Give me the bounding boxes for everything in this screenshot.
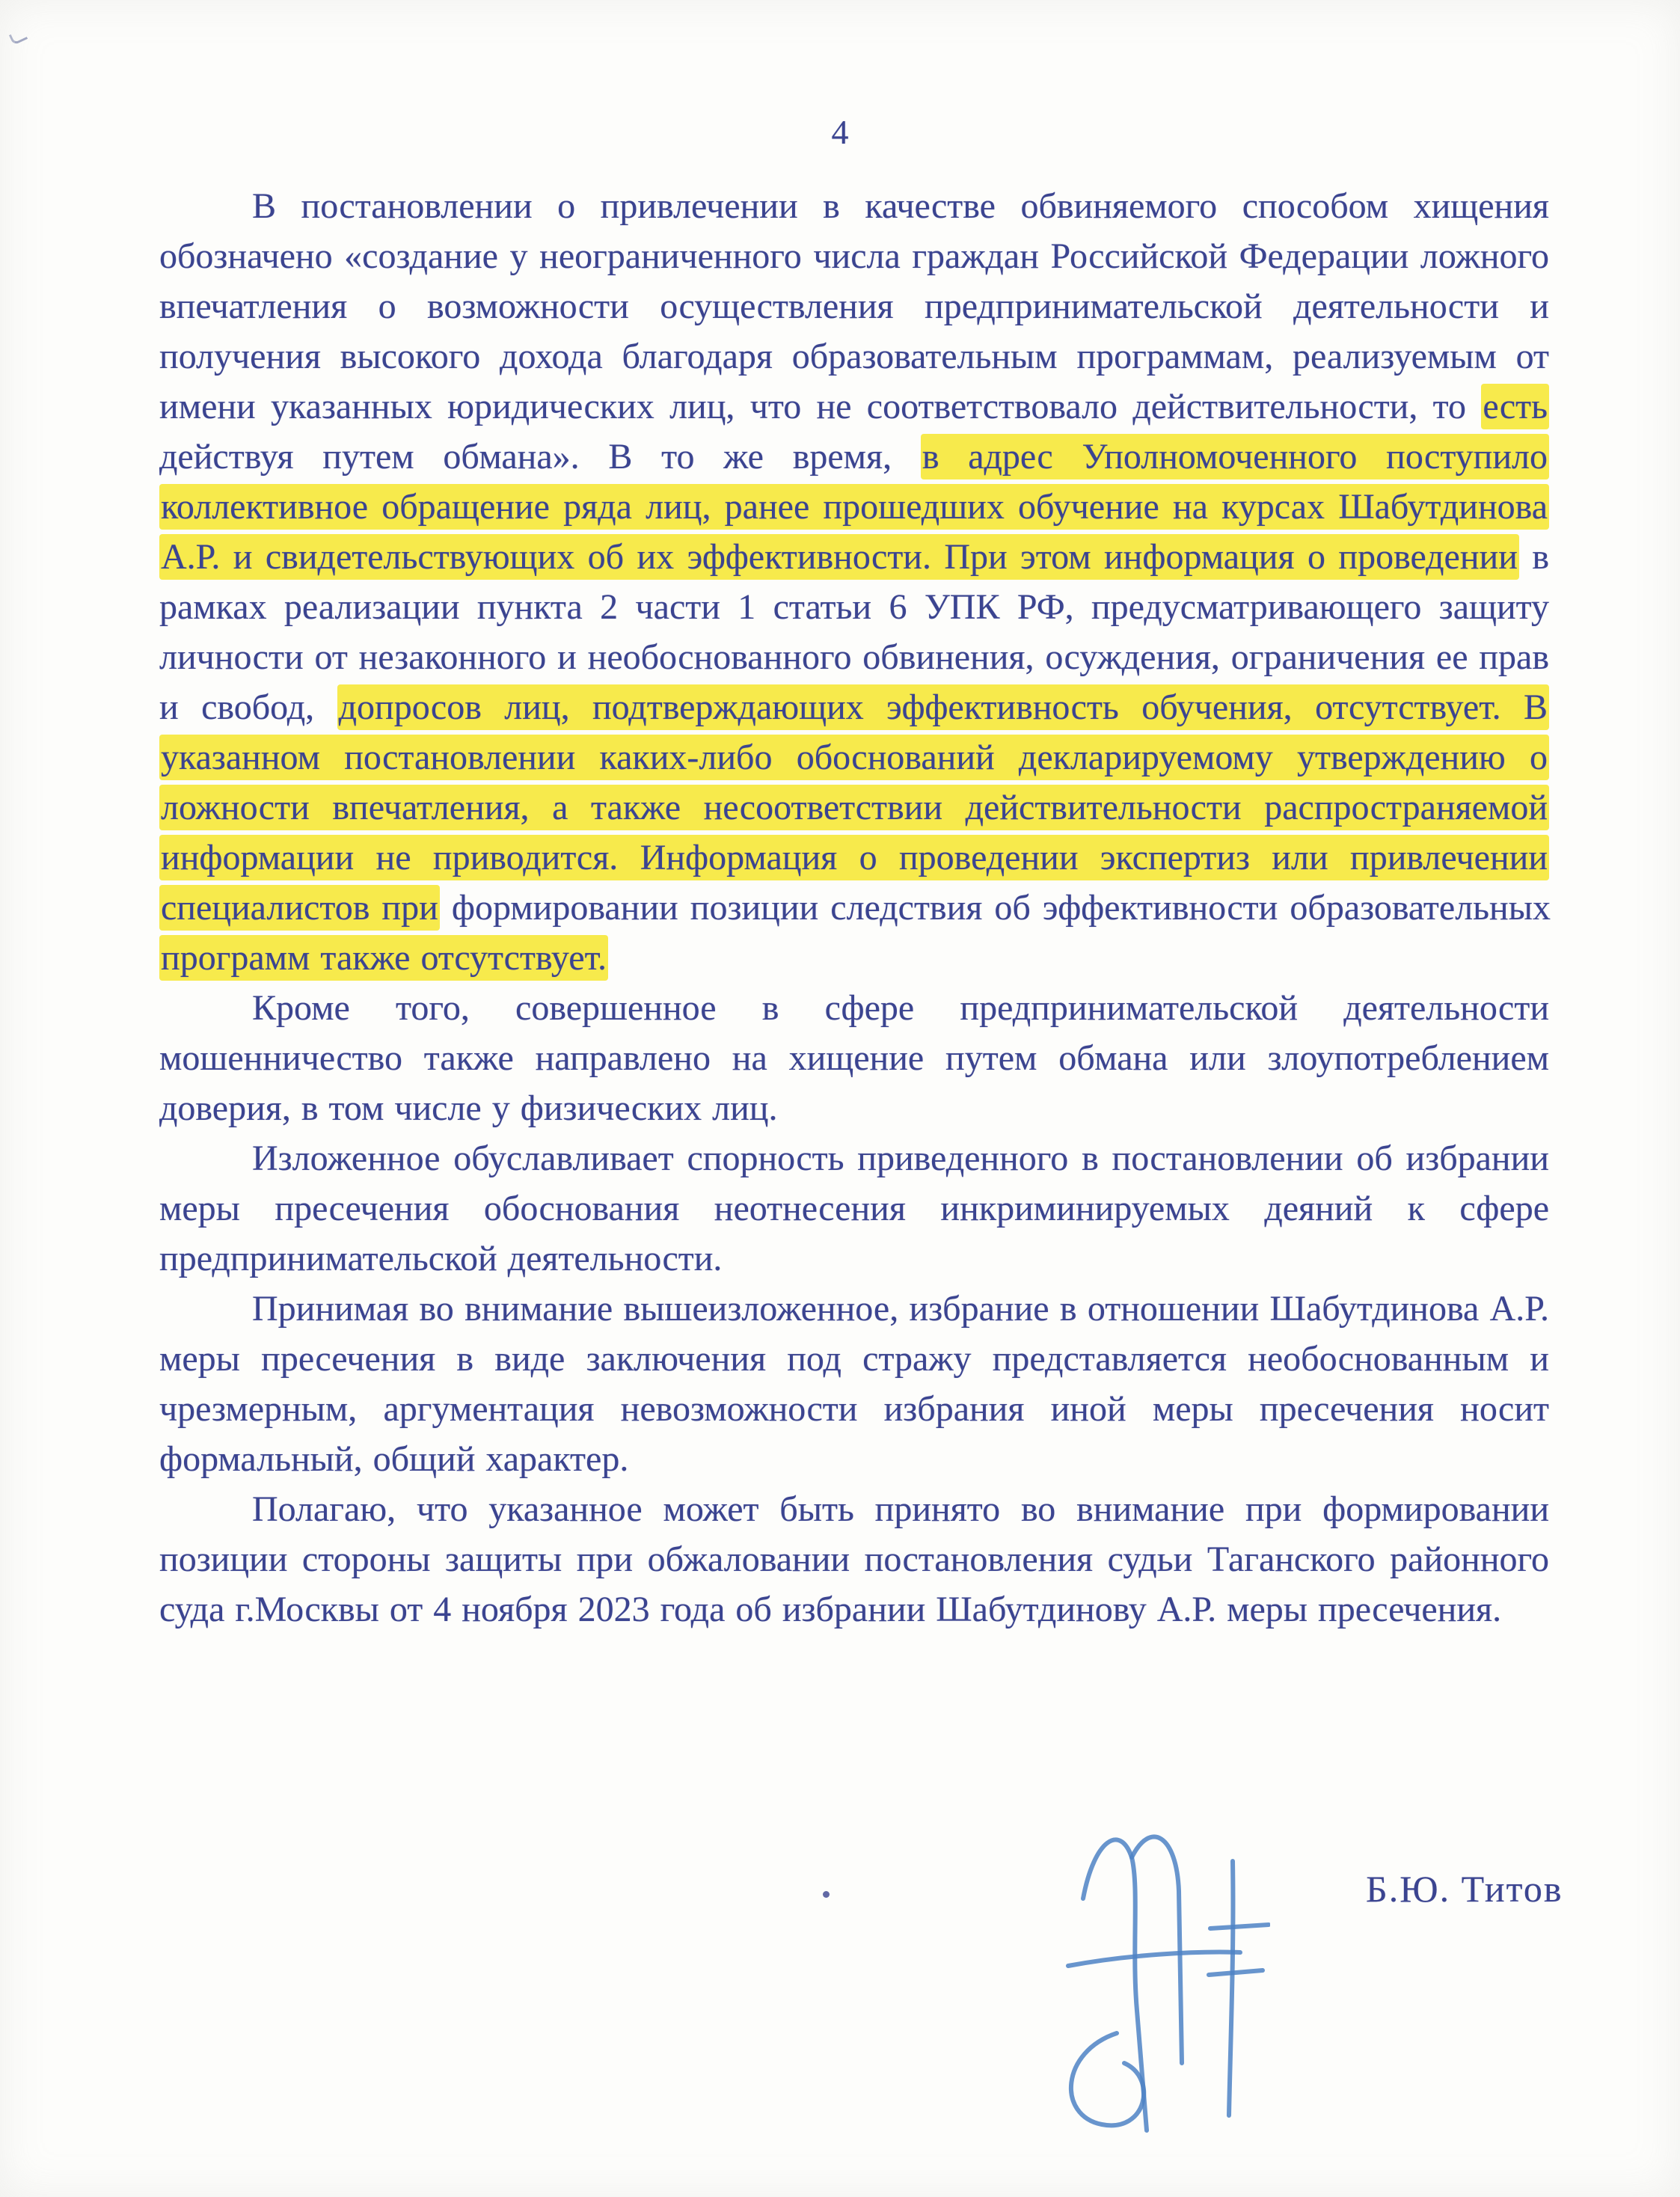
- highlighted-text: допросов лиц, подтверждающих эффективность обучения, отсутствует. В указанном постановлении каких-либо обоснований декларируемому утверждению о ложности впечатления, а также несоответствии действительности распространяемой информации не приводится. Информация о проведении экспертиз или привлечении специалистов при: [159, 684, 1549, 931]
- paragraph: [159, 983, 1549, 1133]
- text-run: Полагаю, что указанное может быть принято во внимание при формировании позиции стороны защиты при обжаловании постановления судьи Таганского районного суда г.Москвы от 4 ноября 2023 года об избрании Шабутдинову А.Р. меры пресечения.: [159, 1489, 1549, 1629]
- scan-artifact-mark: [9, 28, 28, 45]
- text-run: формировании позиции следствия об эффективности образовательных: [439, 888, 1551, 928]
- paragraph: [159, 1484, 1549, 1634]
- paragraph: [159, 1284, 1549, 1484]
- document-body: [159, 181, 1549, 1634]
- text-run: Кроме того, совершенное в сфере предпринимательской деятельности мошенничество также направлено на хищение путем обмана или злоупотреблением доверия, в том числе у физических лиц.: [159, 988, 1549, 1128]
- page-number: 4: [831, 113, 849, 151]
- text-run: В постановлении о привлечении в качестве обвиняемого способом хищения обозначено «создание у неограниченного числа граждан Российской Федерации ложного впечатления о возможности осуществления предпринимательской деятельности и получения высокого дохода благодаря образовательным программам, реализуемым от имени указанных юридических лиц, что не соответствовало действительности, то: [159, 186, 1549, 426]
- paragraph: [159, 181, 1549, 983]
- highlighted-text: есть: [1481, 384, 1549, 429]
- signatory-name: Б.Ю. Титов: [1366, 1868, 1563, 1910]
- highlighted-text: в адрес Уполномоченного поступило коллективное обращение ряда лиц, ранее прошедших обучение на курсах Шабутдинова А.Р. и свидетельствующих об их эффективности. При этом информация о проведении: [159, 434, 1549, 580]
- ink-dot-artifact: [823, 1891, 830, 1898]
- handwritten-signature: [1046, 1816, 1270, 2138]
- text-run: Изложенное обуславливает спорность приведенного в постановлении об избрании меры пресечения обоснования неотнесения инкриминируемых деяний к сфере предпринимательской деятельности.: [159, 1139, 1549, 1278]
- text-run: действуя путем обмана». В то же время,: [159, 437, 921, 477]
- paragraph: [159, 1133, 1549, 1284]
- text-run: в рамках реализации пункта 2 части 1 статьи 6 УПК РФ, предусматривающего защиту личности от незаконного и необоснованного обвинения, осуждения, ограничения ее прав и свобод,: [159, 537, 1550, 727]
- text-run: Принимая во внимание вышеизложенное, избрание в отношении Шабутдинова А.Р. меры пресечения в виде заключения под стражу представляется необоснованным и чрезмерным, аргументация невозможности избрания иной меры пресечения носит формальный, общий характер.: [159, 1289, 1549, 1479]
- highlighted-text: программ также отсутствует.: [159, 935, 608, 981]
